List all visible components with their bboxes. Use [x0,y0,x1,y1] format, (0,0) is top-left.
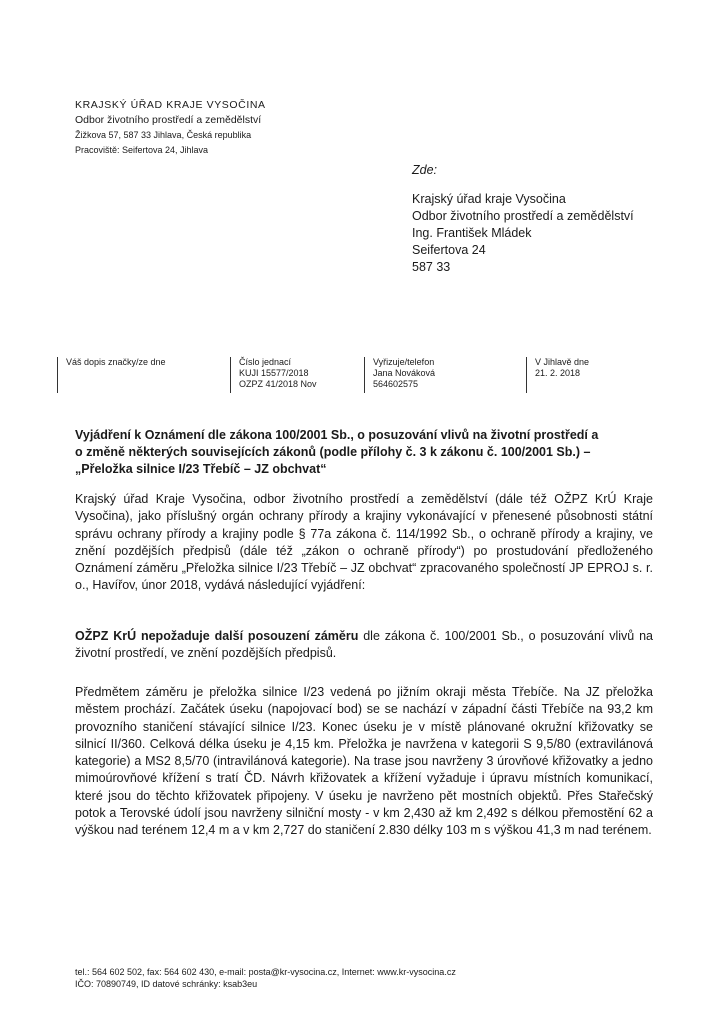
ref-date-label: V Jihlavě dne [535,357,590,367]
decision-rest: dle zákona č. 100/2001 Sb., o posuzování vlivů na životní prostředí, ve znění pozdějších předpisů. [75,629,653,661]
subject-heading [75,427,653,478]
footer-contact [75,966,456,990]
recipient-block [412,162,634,276]
ref-your-letter [57,357,166,393]
ref-number [230,357,317,393]
recipient-line: Krajský úřad kraje Vysočina [412,192,566,206]
recipient-line: Odbor životního prostředí a zemědělství [412,209,634,223]
decision-paragraph [75,628,653,663]
ref-handler [364,357,435,393]
ref-number-1: KUJI 15577/2018 [239,368,309,378]
sender-dept: Odbor životního prostředí a zemědělství [75,114,262,126]
decision-bold: OŽPZ KrÚ nepožaduje další posouzení záměru [75,629,359,643]
footer-line-contacts: tel.: 564 602 502, fax: 564 602 430, e-mail: posta@kr-vysocina.cz, Internet: www.kr-vysocina.cz [75,967,456,977]
sender-block [75,98,266,158]
ref-date-value: 21. 2. 2018 [535,368,581,378]
subject-line: „Přeložka silnice I/23 Třebíč – JZ obchvat“ [75,462,327,476]
ref-number-2: OZPZ 41/2018 Nov [239,379,317,389]
recipient-label: Zde: [412,163,438,177]
ref-date [526,357,589,393]
subject-line: o změně některých souvisejících zákonů (podle přílohy č. 3 k zákonu č. 100/2001 Sb.) – [75,445,591,459]
intro-paragraph: Krajský úřad Kraje Vysočina, odbor životního prostředí a zemědělství (dále též OŽPZ KrÚ Kraje Vysočina), jako příslušný orgán ochrany přírody a krajiny vykonávající v přenesené působnosti státní správu ochrany přírody a krajiny podle § 77a zákona č. 114/1992 Sb., o ochraně přírody a krajiny, ve znění pozdějších předpisů (dále též „zákon o ochraně přírody“) po prostudování předloženého Oznámení záměru „Přeložka silnice I/23 Třebíč – JZ obchvat“ zpracovaného společností JP EPROJ s. r. o., Havířov, únor 2018, vydává následující vyjádření: [75,492,653,593]
ref-handler-phone: 564602575 [373,379,419,389]
recipient-line: Ing. František Mládek [412,226,532,240]
reference-row [57,357,667,395]
description-paragraph: Předmětem záměru je přeložka silnice I/23 vedená po jižním okraji města Třebíče. Na JZ přeložka městem prochází. Začátek úseku (napojovací bod) se se nachází v západní části Třebíče na 93,2 km provozního staničení stávající silnice I/23. Konec úseku je v místě plánované okružní křižovatky se silnicí II/360. Celková délka úseku je 4,15 km. Přeložka je navržena v kategorii S 9,5/80 (extravilánová kategorie) a MS2 8,5/70 (intravilánová kategorie). Na trase jsou navrženy 3 úrovňové křižovatky a jedno mimoúrovňové křížení s tratí ČD. Návrh křižovatek a křížení vyžaduje i úpravu místních komunikací, které jsou do těchto křižovatek připojeny. V úseku je navrženo pět mostních objektů. Přes Stařečský potok a Terovské údolí jsou navrženy silniční mosty - v km 2,430 až km 2,492 s délkou přemostění 62 a výškou nad terénem 12,4 m a v km 2,727 do staničení 2.830 délky 103 m s výškou 41,3 m nad terénem. [75,685,653,838]
sender-workplace: Pracoviště: Seifertova 24, Jihlava [75,145,209,155]
ref-handler-name: Jana Nováková [373,368,436,378]
sender-org: KRAJSKÝ ÚŘAD KRAJE VYSOČINA [75,99,266,111]
recipient-line: 587 33 [412,260,451,274]
sender-address: Žižkova 57, 587 33 Jihlava, Česká republika [75,130,252,140]
ref-number-label: Číslo jednací [239,357,292,367]
recipient-line: Seifertova 24 [412,243,486,257]
footer-line-ids: IČO: 70890749, ID datové schránky: ksab3eu [75,979,258,989]
ref-handler-label: Vyřizuje/telefon [373,357,435,367]
ref-your-letter-label: Váš dopis značky/ze dne [66,357,166,367]
subject-line: Vyjádření k Oznámení dle zákona 100/2001 Sb., o posuzování vlivů na životní prostředí a [75,428,599,442]
